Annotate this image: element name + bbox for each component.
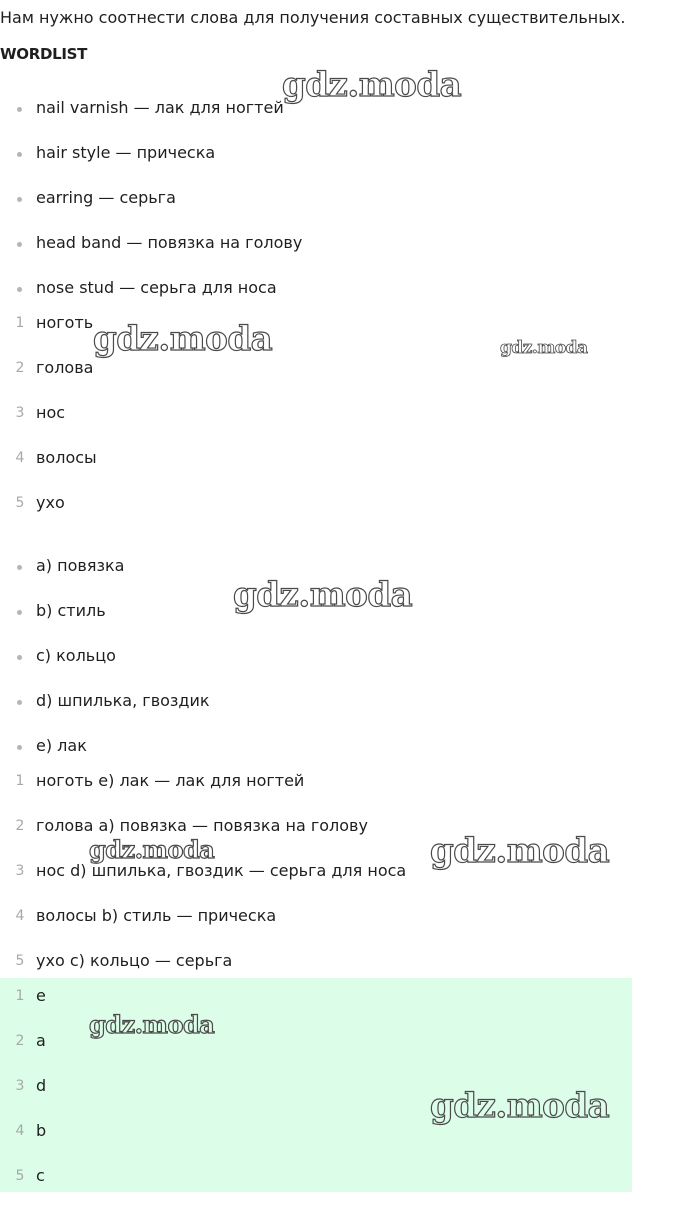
watermark: gdz.moda: [430, 1086, 610, 1126]
list-item-text: a: [36, 1031, 46, 1050]
watermark: gdz.moda: [282, 65, 462, 105]
list-number: 1: [15, 315, 25, 331]
watermark: gdz.moda: [233, 575, 413, 615]
list-item-text: hair style — прическа: [36, 143, 216, 162]
wordlist: [0, 98, 632, 323]
list-item-text: e: [36, 986, 46, 1005]
list-number: 2: [15, 818, 25, 834]
list-item: [0, 233, 632, 278]
list-number: 5: [15, 1168, 25, 1184]
list-item: [0, 1121, 632, 1166]
bullet-icon: [17, 655, 22, 660]
list-number: 4: [15, 450, 25, 466]
watermark: gdz.moda: [430, 831, 610, 871]
list-item: [0, 493, 632, 538]
bullet-icon: [17, 107, 22, 112]
list-number: 2: [15, 360, 25, 376]
list-item-text: ноготь e) лак — лак для ногтей: [36, 771, 305, 790]
bullet-icon: [17, 242, 22, 247]
list-item-text: голова: [36, 358, 94, 377]
bullet-icon: [17, 700, 22, 705]
list-item-text: nail varnish — лак для ногтей: [36, 98, 284, 117]
list-number: 2: [15, 1033, 25, 1049]
list-item: [0, 906, 632, 951]
list-number: 3: [15, 405, 25, 421]
list-item-text: earring — серьга: [36, 188, 176, 207]
list-item-text: b) стиль: [36, 601, 106, 620]
list-number: 1: [15, 773, 25, 789]
list-item: [0, 646, 632, 691]
intro-text: Нам нужно соотнести слова для получения составных существительных.: [0, 8, 626, 27]
list-number: 4: [15, 908, 25, 924]
bullet-icon: [17, 152, 22, 157]
watermark: gdz.moda: [89, 835, 215, 864]
watermark: gdz.moda: [93, 319, 273, 359]
list-item-text: волосы: [36, 448, 97, 467]
list-item: [0, 358, 632, 403]
list-item-text: d: [36, 1076, 47, 1095]
list-item-text: d) шпилька, гвоздик: [36, 691, 210, 710]
watermark: gdz.moda: [500, 338, 588, 358]
list-number: 3: [15, 863, 25, 879]
bullet-icon: [17, 610, 22, 615]
list-item: [0, 771, 632, 816]
list-item: [0, 448, 632, 493]
list-item-text: ноготь: [36, 313, 94, 332]
list-item: [0, 1166, 632, 1211]
bullet-icon: [17, 287, 22, 292]
list-number: 5: [15, 495, 25, 511]
list-item-text: a) повязка: [36, 556, 125, 575]
list-item: [0, 143, 632, 188]
section-heading: WORDLIST: [0, 45, 88, 63]
list-number: 4: [15, 1123, 25, 1139]
list-number: 3: [15, 1078, 25, 1094]
list-item-text: b: [36, 1121, 47, 1140]
list-item-text: e) лак: [36, 736, 87, 755]
list-item: [0, 188, 632, 233]
bullet-icon: [17, 565, 22, 570]
list-number: 1: [15, 988, 25, 1004]
list-item-text: nose stud — серьга для носа: [36, 278, 277, 297]
list-item-text: c: [36, 1166, 45, 1185]
list-item-text: волосы b) стиль — прическа: [36, 906, 277, 925]
list-item-text: нос d) шпилька, гвоздик — серьга для носа: [36, 861, 407, 880]
watermark: gdz.moda: [89, 1010, 215, 1039]
list-item-text: ухо: [36, 493, 65, 512]
list-item-text: ухо c) кольцо — серьга: [36, 951, 233, 970]
bullet-icon: [17, 745, 22, 750]
list-item-text: c) кольцо: [36, 646, 116, 665]
list-number: 5: [15, 953, 25, 969]
list-item: [0, 403, 632, 448]
matches-list: [0, 771, 632, 996]
list-item: [0, 691, 632, 736]
list-item-text: голова a) повязка — повязка на голову: [36, 816, 368, 835]
bullet-icon: [17, 197, 22, 202]
list-item-text: head band — повязка на голову: [36, 233, 303, 252]
list-item-text: нос: [36, 403, 66, 422]
